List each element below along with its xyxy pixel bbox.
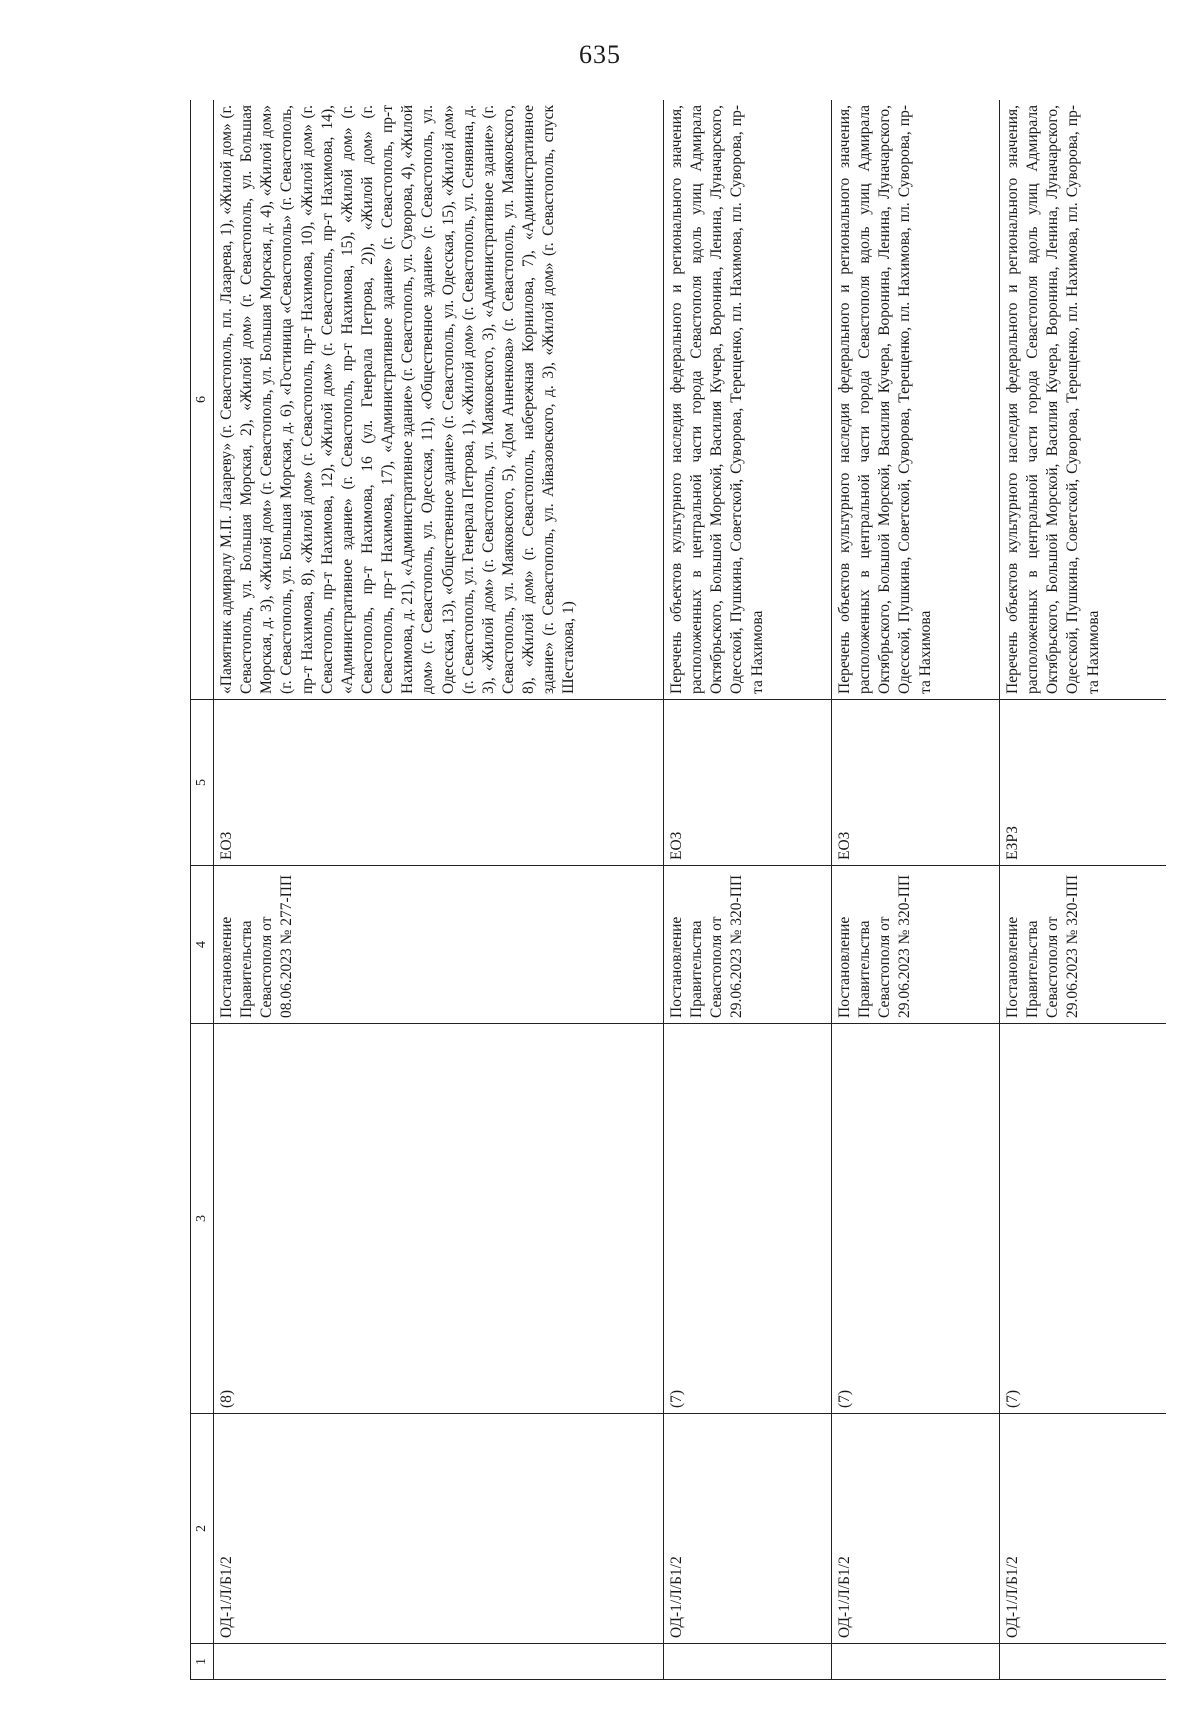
note-cell: (7) <box>664 1024 832 1414</box>
description-cell: Перечень объектов культурного наследия федерального и регионального значения, расположенных в центральной части города Севастополя вдоль улиц Адмирала Октябрьского, Большой Морской, Василия Кучера, Воронина, Ленина, Луначарского, Одесской, Пушкина, Советской, Суворова, Терещенко, пл. Нахимова, пл. Суворова, пр-та Нахимова <box>832 100 1000 700</box>
description-cell: «Памятник адмиралу М.П. Лазареву» (г. Севастополь, пл. Лазарева, 1), «Жилой дом» (г. Севастополь, ул. Большая Морская, 2), «Жилой дом» (г. Севастополь, ул. Большая Морская, д. 3), «Жилой дом» (г. Севастополь, ул. Большая Морская, д. 4), «Жилой дом» (г. Севастополь, ул. Большая Морская, д. 6), «Гостиница «Севастополь» (г. Севастополь, пр-т Нахимова, 8), «Жилой дом» (г. Севастополь, пр-т Нахимова, 10), «Жилой дом» (г. Севастополь, пр-т Нахимова, 12), «Жилой дом» (г. Севастополь, пр-т Нахимова, 14), «Административное здание» (г. Севастополь, пр-т Нахимова, 15), «Жилой дом» (г. Севастополь, пр-т Нахимова, 16 (ул. Генерала Петрова, 2)), «Жилой дом» (г. Севастополь, пр-т Нахимова, 17), «Административное здание» (г. Севастополь, пр-т Нахимова, д. 21), «Административное здание» (г. Севастополь, ул. Суворова, 4), «Жилой дом» (г. Севастополь, ул. Одесская, 11), «Общественное здание» (г. Севастополь, ул. Одесская, 13), «Общественное здание» (г. Севастополь, ул. Одесская, 15), «Жилой дом» (г. Севастополь, ул. Генерала Петрова, 1), «Жилой дом» (г. Севастополь, ул. Сенявина, д. 3), «Жилой дом» (г. Севастополь, ул. Маяковского, 3), «Административное здание» (г. Севастополь, ул. Маяковского, 5), «Дом Анненкова» (г. Севастополь, ул. Маяковского, 8), «Жилой дом» (г. Севастополь, набережная Корнилова, 7), «Административное здание» (г. Севастополь, ул. Айвазовского, д. 3), «Жилой дом» (г. Севастополь, спуск Шестакова, 1) <box>214 100 664 700</box>
document-cell: Постановление Правительства Севастополя от 29.06.2023 № 320-ПП <box>664 866 832 1024</box>
row-number-cell <box>214 1644 664 1680</box>
row-number-cell <box>1000 1644 1167 1680</box>
column-header-4: 4 <box>191 866 214 1024</box>
zone-code-cell: ОД-1/Л/Б1/2 <box>1000 1414 1167 1644</box>
row-number-cell <box>664 1644 832 1680</box>
column-header-3: 3 <box>191 1024 214 1414</box>
document-cell: Постановление Правительства Севастополя от 29.06.2023 № 320-ПП <box>832 866 1000 1024</box>
description-cell: Перечень объектов культурного наследия федерального и регионального значения, расположенных в центральной части города Севастополя вдоль улиц Адмирала Октябрьского, Большой Морской, Василия Кучера, Воронина, Ленина, Луначарского, Одесской, Пушкина, Советской, Суворова, Терещенко, пл. Нахимова, пл. Суворова, пр-та Нахимова <box>664 100 832 700</box>
table-row <box>832 100 1000 1680</box>
zone-code-cell: ОД-1/Л/Б1/2 <box>214 1414 664 1644</box>
protection-zone-cell: ЕЗРЗ <box>1000 700 1167 866</box>
table-row <box>1000 100 1167 1680</box>
table-container <box>190 100 1166 1680</box>
column-header-1: 1 <box>191 1644 214 1680</box>
header-row <box>191 100 214 1680</box>
zoning-table <box>190 100 1166 1680</box>
protection-zone-cell: ЕОЗ <box>214 700 664 866</box>
protection-zone-cell: ЕОЗ <box>664 700 832 866</box>
row-number-cell <box>832 1644 1000 1680</box>
table-row <box>664 100 832 1680</box>
note-cell: (7) <box>1000 1024 1167 1414</box>
zone-code-cell: ОД-1/Л/Б1/2 <box>832 1414 1000 1644</box>
column-header-2: 2 <box>191 1414 214 1644</box>
note-cell: (7) <box>832 1024 1000 1414</box>
rotated-table-frame <box>190 100 1166 1680</box>
zone-code-cell: ОД-1/Л/Б1/2 <box>664 1414 832 1644</box>
column-header-5: 5 <box>191 700 214 866</box>
description-cell: Перечень объектов культурного наследия федерального и регионального значения, расположенных в центральной части города Севастополя вдоль улиц Адмирала Октябрьского, Большой Морской, Василия Кучера, Воронина, Ленина, Луначарского, Одесской, Пушкина, Советской, Суворова, Терещенко, пл. Нахимова, пл. Суворова, пр-та Нахимова <box>1000 100 1167 700</box>
table-row <box>214 100 664 1680</box>
column-header-6: 6 <box>191 100 214 700</box>
protection-zone-cell: ЕОЗ <box>832 700 1000 866</box>
document-cell: Постановление Правительства Севастополя от 29.06.2023 № 320-ПП <box>1000 866 1167 1024</box>
document-cell: Постановление Правительства Севастополя от 08.06.2023 № 277-ПП <box>214 866 664 1024</box>
page-number: 635 <box>579 40 621 69</box>
note-cell: (8) <box>214 1024 664 1414</box>
